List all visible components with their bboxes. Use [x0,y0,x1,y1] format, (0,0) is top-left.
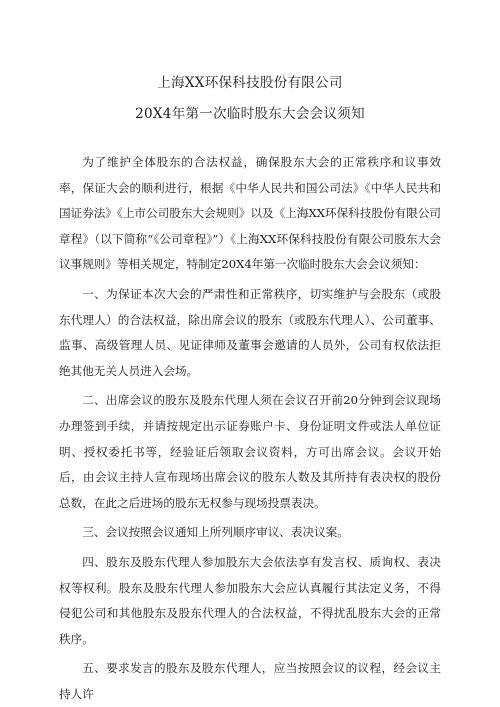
clause-3-paragraph: 三、会议按照会议通知上所列顺序审议、表决议案。 [82,525,349,540]
company-title: 上海XX环保科技股份有限公司 [157,75,343,91]
intro-paragraph: 为了维护全体股东的合法权益，确保股东大会的正常秩序和议事效率，保证大会的顺利进行，根据《中华人民共和国公司法》《中华人民共和国证券法》《上市公司股东大会规则》以及《上海XX环保科技股份有限公司章程》（以下简称“《公司章程》”）《上海XX环保科技股份有限公司股东大会议事规则》等相关规定，特制定20X4年第一次临时股东大会会议须知： [59,155,441,272]
document-body [59,150,441,707]
clause-1-paragraph: 一、为保证本次大会的严肃性和正常秩序，切实维护与会股东（或股东代理人）的合法权益，除出席会议的股东（或股东代理人）、公司董事、监事、高级管理人员、见证律师及董事会邀请的人员外，公司有权依法拒绝其他无关人员进入会场。 [59,286,441,378]
clause-2-paragraph: 二、出席会议的股东及股东代理人须在会议召开前20分钟到会议现场办理签到手续，并请按规定出示证券账户卡、身份证明文件或法人单位证明、授权委托书等，经验证后领取会议资料，方可出席会议。会议开始后，由会议主持人宣布现场出席会议的股东人数及其所持有表决权的股份总数，在此之后进场的股东无权参与现场投票表决。 [59,393,441,510]
clause-4-paragraph: 四、股东及股东代理人参加股东大会依法享有发言权、质询权、表决权等权利。股东及股东代理人参加股东大会应认真履行其法定义务，不得侵犯公司和其他股东及股东代理人的合法权益，不得扰乱股东大会的正常秩序。 [59,554,441,646]
clause-5-paragraph: 五、要求发言的股东及股东代理人，应当按照会议的议程，经会议主持人许 [59,661,441,701]
notice-title: 20X4年第一次临时股东大会会议须知 [135,106,365,122]
